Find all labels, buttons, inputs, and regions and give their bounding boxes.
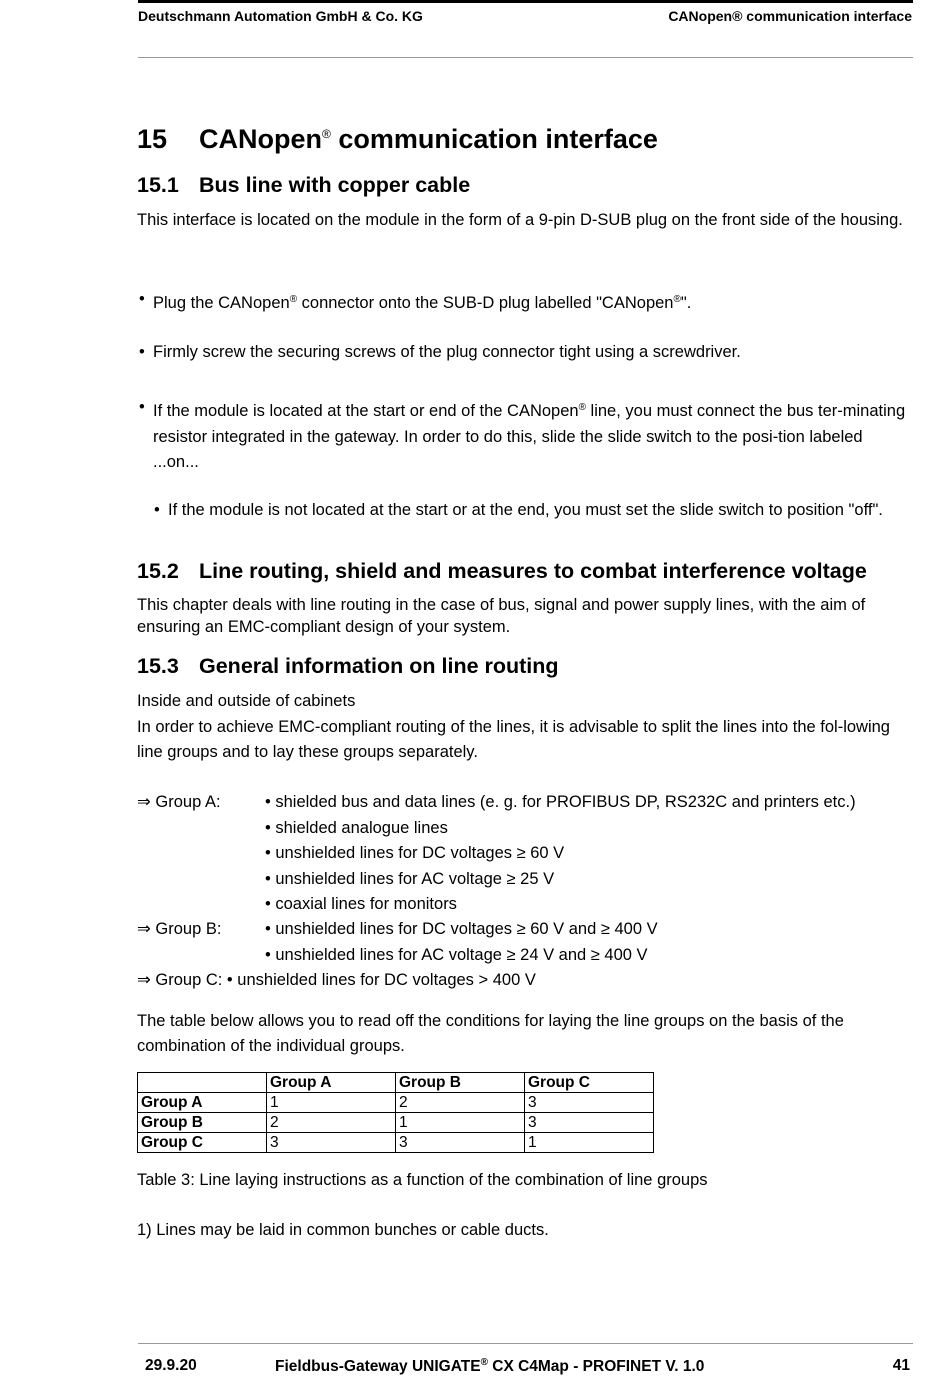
bullet-text: connector onto the SUB-D plug labelled "CANopen — [297, 294, 674, 312]
line-group-table — [137, 1072, 654, 1153]
section-heading-15-3 — [137, 654, 559, 679]
section-heading-15-2 — [137, 559, 867, 584]
table-cell: 1 — [396, 1113, 525, 1133]
table-row — [138, 1133, 654, 1153]
group-a-label: ⇒ Group A: — [137, 793, 221, 811]
table-caption: Table 3: Line laying instructions as a function of the combination of line groups — [137, 1171, 708, 1189]
section-15-1-intro: This interface is located on the module in the form of a 9-pin D-SUB plug on the front side of the housing. — [137, 211, 903, 229]
group-b-label: ⇒ Group B: — [137, 920, 222, 938]
table-header-row — [138, 1073, 654, 1093]
bullet-dot: • — [154, 501, 160, 519]
footer-reg: ® — [480, 1357, 488, 1368]
footer-divider — [138, 1343, 913, 1344]
chapter-title-b: communication interface — [330, 124, 658, 154]
chapter-number: 15 — [137, 124, 168, 154]
header-divider — [138, 57, 913, 58]
group-a-item: • unshielded lines for DC voltages ≥ 60 V — [265, 844, 565, 862]
reg-mark: ® — [673, 294, 681, 305]
table-cell: 3 — [267, 1133, 396, 1153]
footer-product — [275, 1357, 704, 1376]
bullet-text: ". — [680, 294, 692, 312]
section-title: General information on line routing — [199, 654, 559, 678]
table-row-label: Group B — [138, 1113, 267, 1133]
bullet-terminating-resistor — [139, 395, 913, 476]
footer-product-b: CX C4Map - PROFINET V. 1.0 — [487, 1358, 705, 1375]
section-heading-15-1 — [137, 173, 470, 198]
bullet-screws — [139, 340, 913, 366]
footnote: 1) Lines may be laid in common bunches or cable ducts. — [137, 1221, 549, 1239]
bullet-text: If the module is located at the start or end of the CANopen — [153, 402, 579, 420]
table-header-cell: Group B — [396, 1073, 525, 1093]
header-top-bar — [138, 0, 913, 3]
bullet-text: line, you must connect the bus ter-minating resistor integrated in the gateway. In order to do this, slide the slide switch to the posi-tion labeled ...on... — [153, 402, 906, 471]
table-row — [138, 1113, 654, 1133]
group-a-item: • unshielded lines for AC voltage ≥ 25 V — [265, 870, 555, 888]
bullet-text: Plug the CANopen — [153, 294, 290, 312]
section-title: Bus line with copper cable — [199, 173, 471, 197]
section-15-3-subtitle: Inside and outside of cabinets — [137, 692, 356, 710]
chapter-title-reg: ® — [322, 127, 331, 141]
group-b-item: • unshielded lines for AC voltage ≥ 24 V and ≥ 400 V — [265, 946, 648, 964]
table-header-cell — [138, 1073, 267, 1093]
section-number: 15.2 — [137, 559, 179, 583]
reg-mark: ® — [578, 402, 586, 413]
section-15-2-text: This chapter deals with line routing in the case of bus, signal and power supply lines, with the aim of ensuring an EMC-compliant design of your system. — [137, 596, 866, 636]
header-chapter: CANopen® communication interface — [668, 8, 912, 24]
table-header-cell: Group C — [525, 1073, 654, 1093]
table-intro: The table below allows you to read off the conditions for laying the line groups on the basis of the combination of the individual groups. — [137, 1012, 844, 1055]
bullet-plug-connector — [139, 287, 913, 317]
table-row — [138, 1093, 654, 1113]
footer-page-number: 41 — [892, 1357, 910, 1374]
table-cell: 1 — [267, 1093, 396, 1113]
table-row-label: Group A — [138, 1093, 267, 1113]
footer-product-a: Fieldbus-Gateway UNIGATE — [275, 1358, 481, 1375]
table-cell: 2 — [267, 1113, 396, 1133]
footer-date: 29.9.20 — [145, 1357, 197, 1374]
group-b-item: • unshielded lines for DC voltages ≥ 60 V and ≥ 400 V — [265, 920, 658, 938]
header-company: Deutschmann Automation GmbH & Co. KG — [138, 8, 423, 24]
section-number: 15.3 — [137, 654, 179, 678]
group-a-item: • coaxial lines for monitors — [265, 895, 457, 913]
table-header-cell: Group A — [267, 1073, 396, 1093]
section-number: 15.1 — [137, 173, 179, 197]
group-a-item: • shielded analogue lines — [265, 819, 448, 837]
bullet-dot: • — [139, 343, 145, 361]
table-cell: 3 — [525, 1113, 654, 1133]
group-c-line: ⇒ Group C: • unshielded lines for DC voltages > 400 V — [137, 971, 536, 989]
bullet-text: Firmly screw the securing screws of the plug connector tight using a screwdriver. — [153, 343, 741, 361]
table-cell: 3 — [525, 1093, 654, 1113]
table-cell: 1 — [525, 1133, 654, 1153]
chapter-heading — [137, 124, 658, 155]
bullet-dot: • — [139, 398, 145, 416]
section-15-3-text: In order to achieve EMC-compliant routing of the lines, it is advisable to split the lines into the fol-lowing line groups and to lay these groups separately. — [137, 718, 890, 761]
table-cell: 2 — [396, 1093, 525, 1113]
bullet-text: If the module is not located at the start or at the end, you must set the slide switch to position "off". — [168, 501, 883, 519]
group-a-item: • shielded bus and data lines (e. g. for PROFIBUS DP, RS232C and printers etc.) — [265, 793, 856, 811]
bullet-switch-off — [154, 498, 913, 524]
chapter-title-a: CANopen — [199, 124, 322, 154]
bullet-dot: • — [139, 290, 145, 308]
reg-mark: ® — [289, 294, 298, 305]
table-cell: 3 — [396, 1133, 525, 1153]
section-title: Line routing, shield and measures to combat interference voltage — [199, 559, 867, 583]
table-row-label: Group C — [138, 1133, 267, 1153]
